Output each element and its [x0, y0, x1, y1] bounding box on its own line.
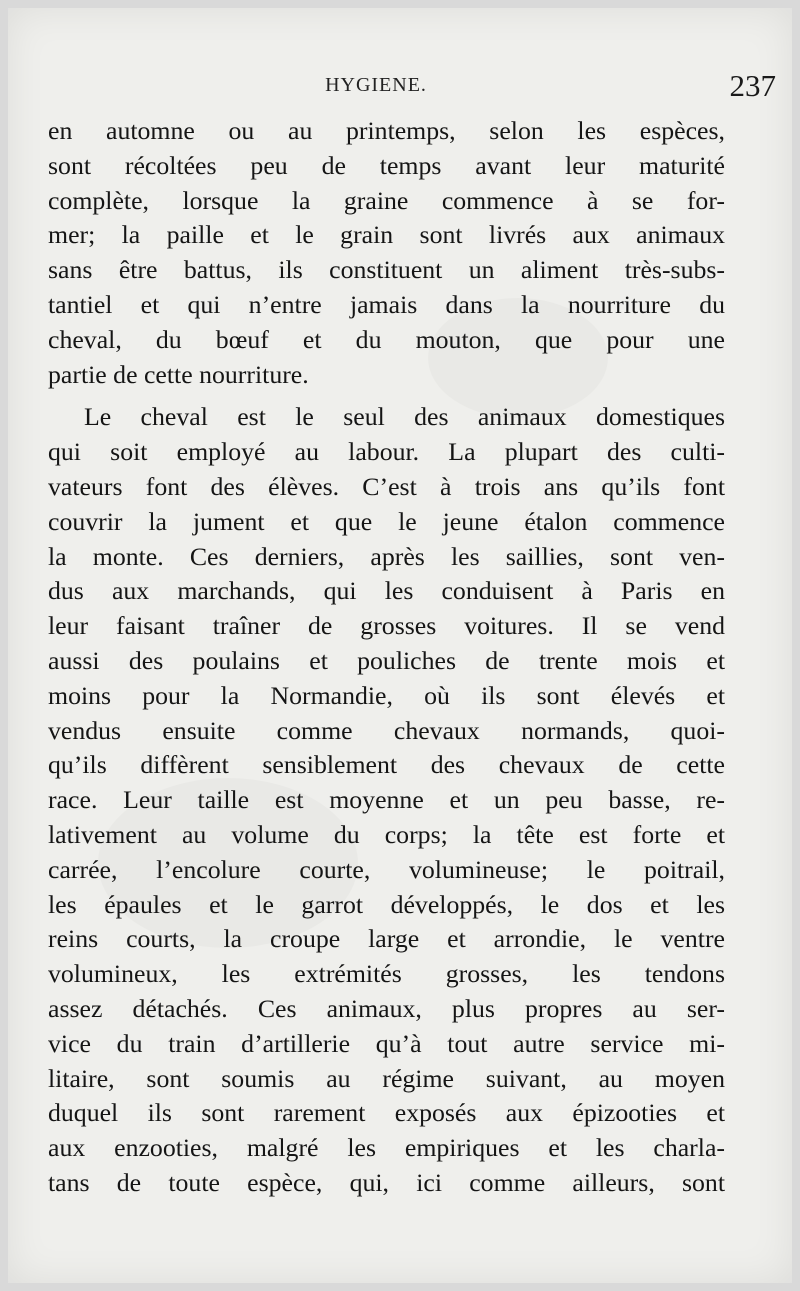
- text-line: volumineux, les extrémités grosses, les tendons: [48, 959, 725, 989]
- paragraph-gap: [48, 392, 725, 400]
- text-line: la monte. Ces derniers, après les saillies, sont ven-: [48, 541, 725, 571]
- text-line: reins courts, la croupe large et arrondie, le ventre: [48, 924, 725, 954]
- text-line: duquel ils sont rarement exposés aux épizooties et: [48, 1098, 725, 1128]
- text-line: assez détachés. Ces animaux, plus propres au ser-: [48, 993, 725, 1023]
- page-number: 237: [729, 68, 776, 103]
- paragraph: [48, 114, 725, 392]
- text-line: lativement au volume du corps; la tête est forte et: [48, 819, 725, 849]
- text-line: vateurs font des élèves. C’est à trois ans qu’ils font: [48, 471, 725, 501]
- text-line: partie de cette nourriture.: [48, 359, 309, 389]
- text-line: moins pour la Normandie, où ils sont élevés et: [48, 680, 725, 710]
- text-line: les épaules et le garrot développés, le dos et les: [48, 889, 725, 919]
- text-line: complète, lorsque la graine commence à se for-: [48, 185, 725, 215]
- text-line: race. Leur taille est moyenne et un peu basse, re-: [48, 785, 725, 815]
- text-line: qui soit employé au labour. La plupart des culti-: [48, 437, 725, 467]
- text-line: couvrir la jument et que le jeune étalon commence: [48, 506, 725, 536]
- text-line: vice du train d’artillerie qu’à tout autre service mi-: [48, 1028, 725, 1058]
- text-line: Le cheval est le seul des animaux domestiques: [84, 402, 725, 432]
- text-line: sont récoltées peu de temps avant leur maturité: [48, 150, 725, 180]
- text-line: en automne ou au printemps, selon les espèces,: [48, 116, 725, 145]
- text-line: dus aux marchands, qui les conduisent à Paris en: [48, 576, 725, 606]
- page-header: [38, 68, 776, 106]
- text-line: aussi des poulains et pouliches de trente mois et: [48, 645, 725, 675]
- text-line: carrée, l’encolure courte, volumineuse; le poitrail,: [48, 854, 725, 884]
- text-line: qu’ils diffèrent sensiblement des chevaux de cette: [48, 750, 725, 780]
- running-head: HYGIENE.: [325, 74, 427, 96]
- text-line: aux enzooties, malgré les empiriques et les charla-: [48, 1133, 725, 1163]
- text-line: tantiel et qui n’entre jamais dans la nourriture du: [48, 289, 725, 319]
- text-line: cheval, du bœuf et du mouton, que pour une: [48, 324, 725, 354]
- text-line: mer; la paille et le grain sont livrés aux animaux: [48, 220, 725, 250]
- text-line: vendus ensuite comme chevaux normands, quoi-: [48, 715, 725, 745]
- text-line: leur faisant traîner de grosses voitures. Il se vend: [48, 611, 725, 641]
- text-line: litaire, sont soumis au régime suivant, au moyen: [48, 1063, 725, 1093]
- text-line: tans de toute espèce, qui, ici comme ailleurs, sont: [48, 1167, 725, 1197]
- book-page: [8, 8, 792, 1283]
- paragraph: [48, 400, 725, 1200]
- body-text: [48, 114, 725, 1201]
- text-line: sans être battus, ils constituent un aliment très-subs-: [48, 255, 725, 285]
